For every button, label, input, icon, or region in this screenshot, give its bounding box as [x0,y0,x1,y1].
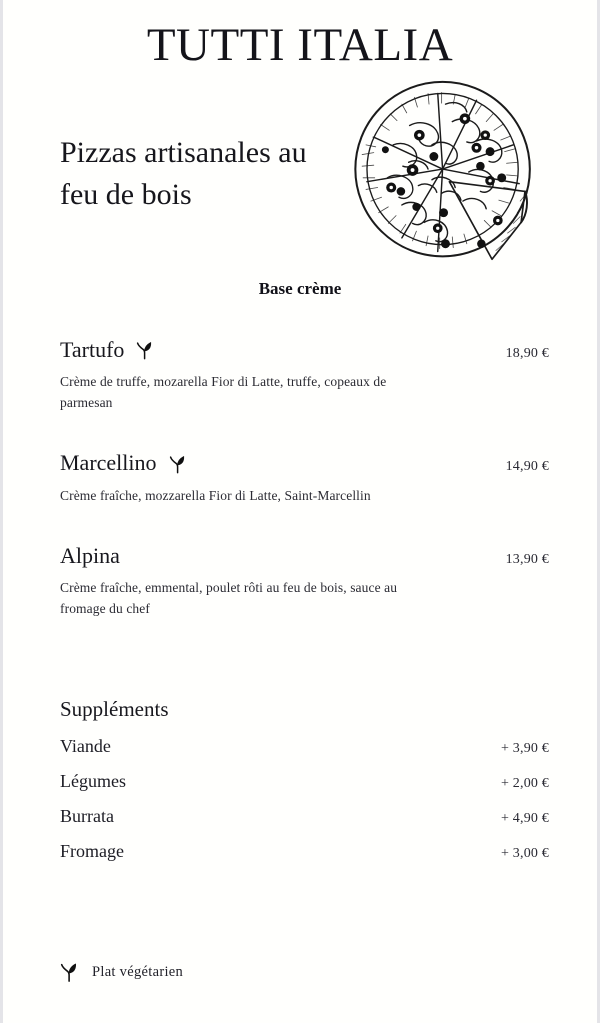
supplement-row [60,841,549,862]
menu-item-header [60,450,549,476]
supplements-list [60,736,549,862]
menu-item-price: 18,90 € [505,345,549,361]
pizza-illustration-icon [348,77,543,267]
supplement-price: + 2,00 € [501,776,549,792]
supplement-row [60,806,549,827]
menu-item-name: Tartufo [60,336,125,362]
vegetarian-sprout-icon [136,341,153,360]
supplement-price: + 3,00 € [501,846,549,862]
supplements-section [3,619,597,862]
supplement-name: Burrata [60,806,114,827]
menu-item-name-group [60,450,186,476]
menu-item-name-group [60,337,153,363]
supplement-row [60,771,549,792]
supplement-row [60,736,549,757]
menu-items-list [3,299,597,620]
menu-item-description: Crème de truffe, mozarella Fior di Latte, truffe, copeaux de parmesan [60,374,387,410]
menu-item-price: 13,90 € [505,552,549,568]
section-title: Pizzas artisanales au feu de bois [60,135,307,212]
menu-item-price: 14,90 € [505,459,549,475]
menu-item-name: Alpina [60,543,120,569]
base-label: Base crème [258,278,342,298]
menu-item [3,450,597,506]
vegetarian-sprout-icon [169,455,186,474]
supplements-title: Suppléments [60,697,169,722]
supplement-price: + 4,90 € [501,811,549,827]
page-title: TUTTI ITALIA [146,19,454,71]
menu-item-description: Crème fraîche, mozzarella Fior di Latte, Saint-Marcellin [60,487,371,503]
menu-item-name-group [60,543,120,569]
menu-item-header [60,543,549,569]
menu-item-name: Marcellino [60,450,157,476]
menu-item-header [60,337,549,363]
supplement-price: + 3,90 € [501,741,549,757]
section-header [3,72,597,277]
vegetarian-sprout-icon [60,962,78,983]
menu-item [3,543,597,619]
menu-item-description: Crème fraîche, emmental, poulet rôti au feu de bois, sauce au fromage du chef [60,580,398,616]
supplement-name: Fromage [60,841,124,862]
supplement-name: Viande [60,736,111,757]
legend-label: Plat végétarien [92,964,184,980]
legend [60,962,183,983]
menu-item [3,337,597,413]
supplement-name: Légumes [60,771,126,792]
